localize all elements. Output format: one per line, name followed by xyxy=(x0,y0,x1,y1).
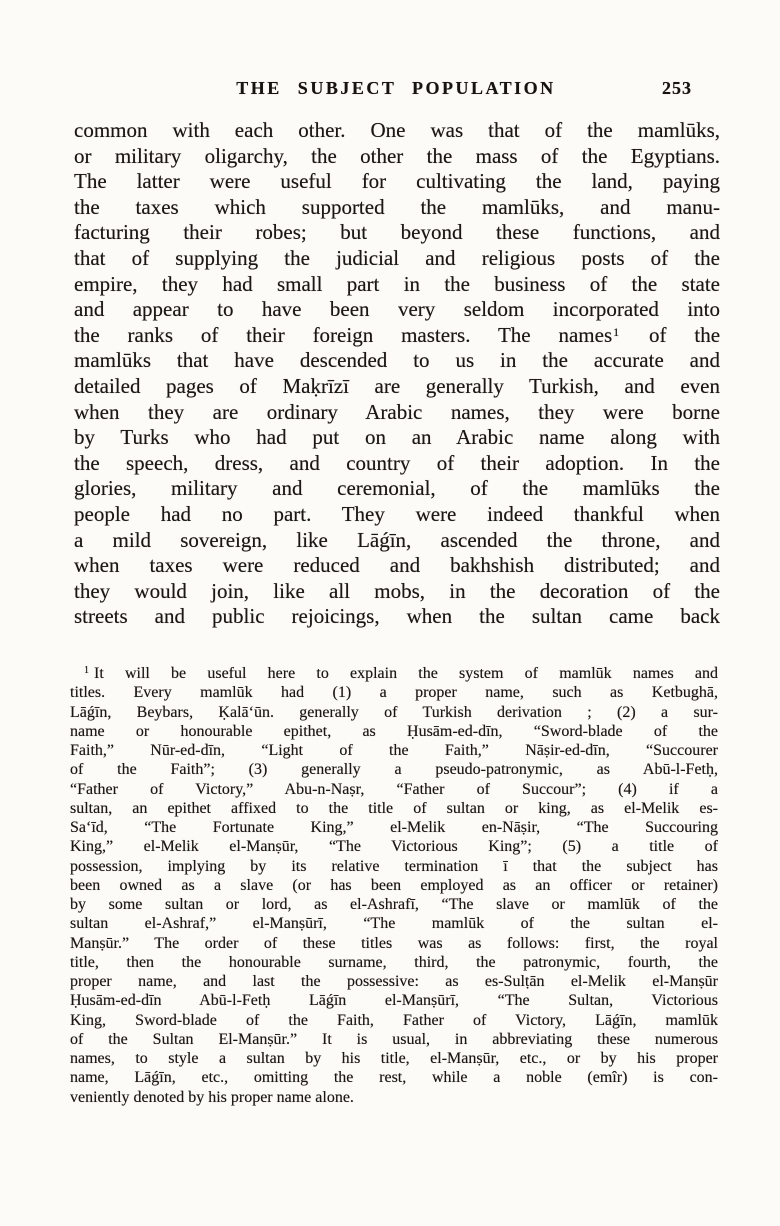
body-line-with-footnote-ref xyxy=(74,323,720,349)
footnote-line: by some sultan or lord, as el-Ashrafī, “The slave or mamlūk of the xyxy=(70,896,718,913)
footnote-line: proper name, and last the possessive: as es-Sulṭān el-Melik el-Manṣūr xyxy=(70,973,718,990)
footnote-line: Sa‘īd, “The Fortunate King,” el-Melik en-Nāṣir, “The Succouring xyxy=(70,819,718,836)
footnote-line: Ḥusām-ed-dīn Abū-l-Fetḥ Lāǵīn el-Manṣūrī, “The Sultan, Victorious xyxy=(70,992,718,1010)
footnote-line: Manṣūr.” The order of these titles was as follows: first, the royal xyxy=(70,934,718,952)
footnote-reference-mark: 1 xyxy=(613,324,620,339)
footnote-line: names, to style a sultan by his title, el-Manṣūr, etc., or by his proper xyxy=(70,1050,718,1067)
body-line: common with each other. One was that of the mamlūks, xyxy=(74,118,720,142)
footnote-line: titles. Every mamlūk had (1) a proper name, such as Ketbughā, xyxy=(70,684,718,702)
body-line: empire, they had small part in the business of the state xyxy=(74,271,720,296)
footnote-line: name, Lāǵīn, etc., omitting the rest, while a noble (emîr) is con- xyxy=(70,1069,718,1087)
footnote-line: been owned as a slave (or has been employed as an officer or retainer) xyxy=(70,876,718,894)
body-line: they would join, like all mobs, in the decoration of the xyxy=(74,578,720,603)
footnote-line-first xyxy=(70,664,718,683)
body-line: when taxes were reduced and bakhshish distributed; and xyxy=(74,553,720,578)
footnote-line: of the Sultan El-Manṣūr.” It is usual, in abbreviating these numerous xyxy=(70,1030,718,1048)
body-line: and appear to have been very seldom incorporated into xyxy=(74,297,720,322)
footnote-line: “Father of Victory,” Abu-n-Naṣr, “Father of Succour”; (4) if a xyxy=(70,780,718,798)
footnote-line: name or honourable epithet, as Ḥusām-ed-dīn, “Sword-blade of the xyxy=(70,722,718,740)
footnote-line: Lāǵīn, Beybars, Ḳalā‘ūn. generally of Turkish derivation ; (2) a sur- xyxy=(70,703,718,721)
body-line: The latter were useful for cultivating the land, paying xyxy=(74,169,720,194)
body-line: glories, military and ceremonial, of the mamlūks the xyxy=(74,476,720,501)
body-line-text: of the xyxy=(649,322,721,347)
body-line: facturing their robes; but beyond these functions, and xyxy=(74,220,720,245)
footnote-line: possession, implying by its relative termination ī that the subject has xyxy=(70,857,718,875)
body-line: by Turks who had put on an Arabic name along with xyxy=(74,425,720,450)
footnote-line-last: veniently denoted by his proper name alone. xyxy=(70,1088,354,1106)
body-line: people had no part. They were indeed thankful when xyxy=(74,501,720,526)
body-line: when they are ordinary Arabic names, they were borne xyxy=(74,399,720,424)
footnote-line: of the Faith”; (3) generally a pseudo-patronymic, as Abū-l-Fetḥ, xyxy=(70,761,718,779)
footnote-line: title, then the honourable surname, third, the patronymic, fourth, the xyxy=(70,953,718,971)
body-line: the taxes which supported the mamlūks, and manu- xyxy=(74,194,720,219)
body-line: that of supplying the judicial and religious posts of the xyxy=(74,245,720,270)
footnote-line: Faith,” Nūr-ed-dīn, “Light of the Faith,” Nāṣir-ed-dīn, “Succourer xyxy=(70,742,718,759)
body-line: detailed pages of Maḳrīzī are generally Turkish, and even xyxy=(74,373,720,398)
footnote-line: sultan el-Ashraf,” el-Manṣūrī, “The mamlūk of the sultan el- xyxy=(70,915,718,933)
page-number: 253 xyxy=(662,78,692,98)
footnote-line: sultan, an epithet affixed to the title of sultan or king, as el-Melik es- xyxy=(70,799,718,817)
footnote-line-text: It will be useful here to explain the system of mamlūk names and xyxy=(94,665,718,682)
footnote-line: King, Sword-blade of the Faith, Father of Victory, Lāǵīn, mamlūk xyxy=(70,1011,718,1029)
running-header xyxy=(72,78,720,102)
body-line: or military oligarchy, the other the mass of the Egyptians. xyxy=(74,143,720,168)
body-line-text: the ranks of their foreign masters. The names xyxy=(74,322,613,347)
footnote-line: King,” el-Melik el-Manṣūr, “The Victorious King”; (5) a title of xyxy=(70,838,718,856)
body-line: the speech, dress, and country of their adoption. In the xyxy=(74,450,720,475)
footnote-block xyxy=(70,664,718,1107)
body-line: streets and public rejoicings, when the sultan came back xyxy=(74,604,720,629)
body-paragraph xyxy=(74,118,720,630)
page-title: THE SUBJECT POPULATION xyxy=(236,78,556,98)
body-line: a mild sovereign, like Lāǵīn, ascended the throne, and xyxy=(74,527,720,552)
footnote-marker: 1 xyxy=(84,665,89,676)
body-line: mamlūks that have descended to us in the accurate and xyxy=(74,348,720,373)
